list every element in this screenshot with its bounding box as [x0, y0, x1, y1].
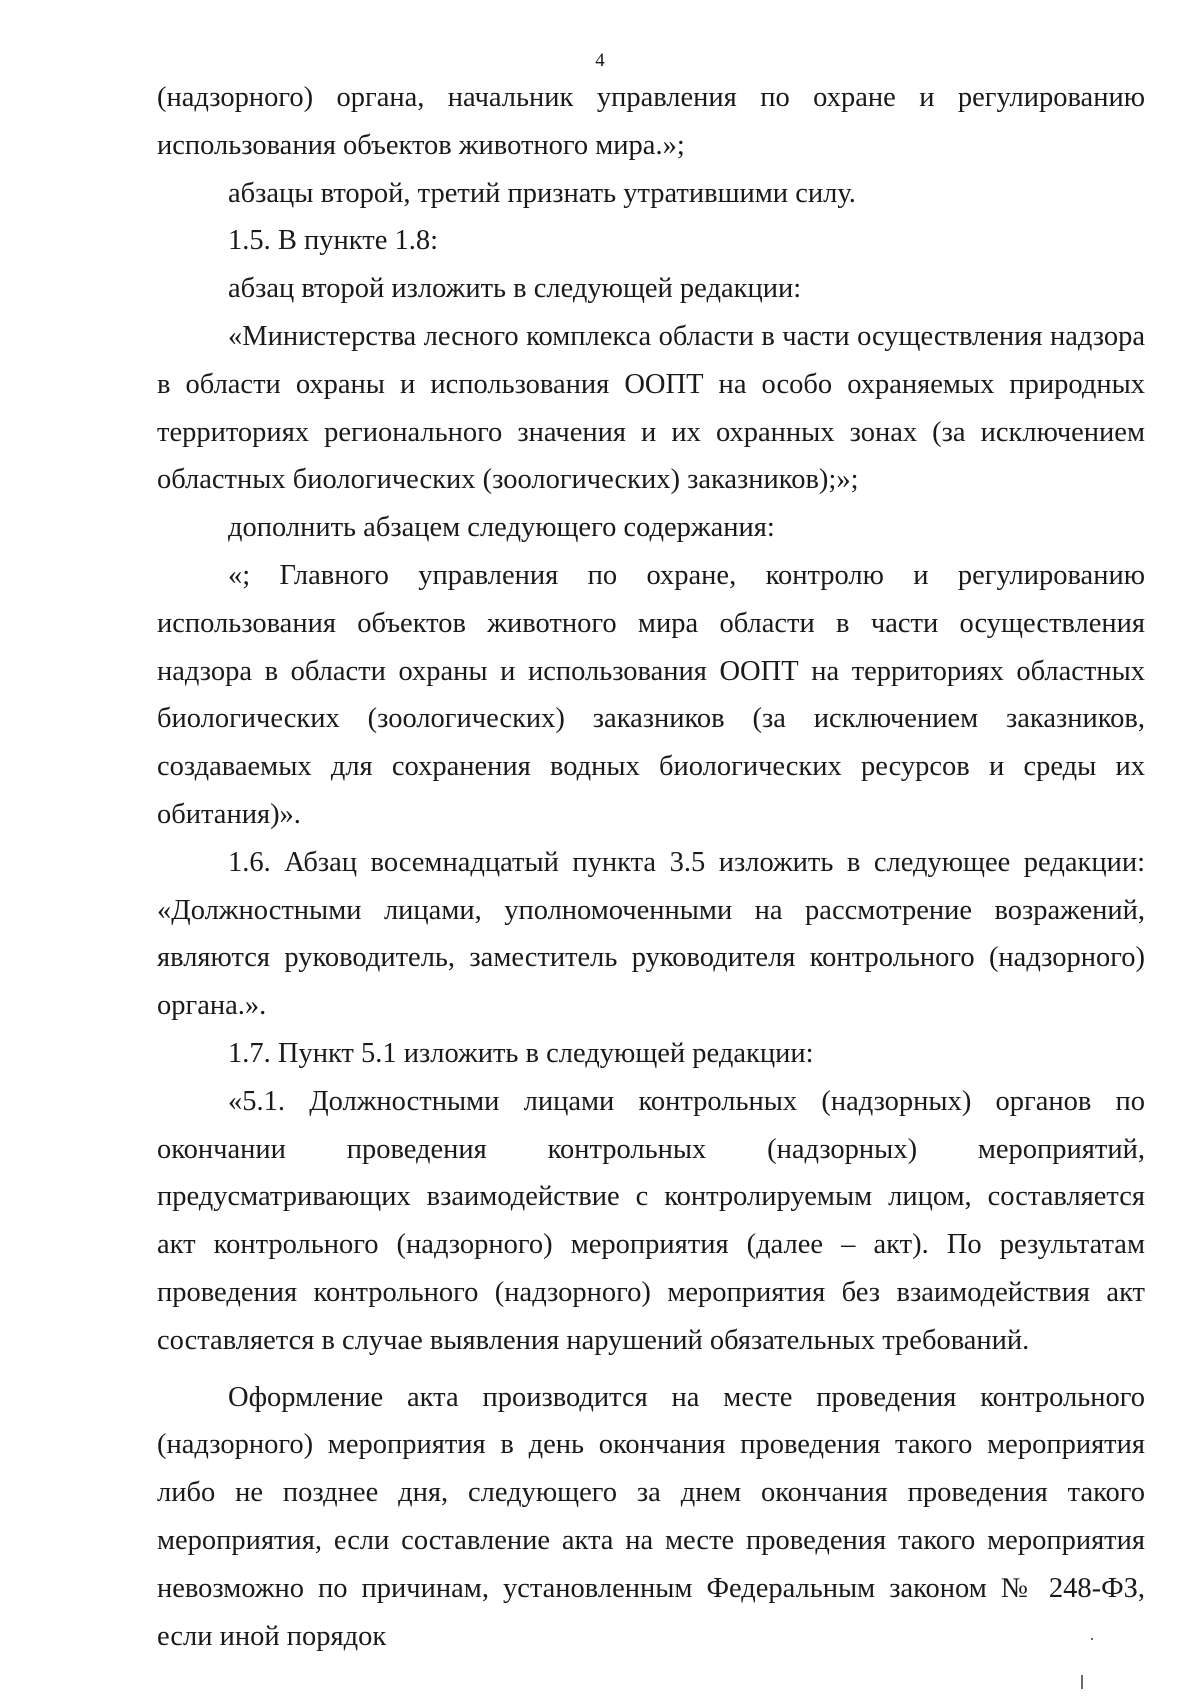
paragraph-add-abzats: дополнить абзацем следующего содержания:	[228, 512, 775, 544]
paragraph-abzatsy-repeal: абзацы второй, третий признать утратившими силу.	[228, 177, 856, 209]
paragraph-item-1-7: 1.7. Пункт 5.1 изложить в следующей редакции:	[228, 1037, 814, 1069]
page-number: 4	[595, 50, 605, 71]
paragraph-item-1-6: 1.6. Абзац восемнадцатый пункта 3.5 изложить в следующее редакции: «Должностными лицами, уполномоченными на рассмотрение возражений, являются руководитель, заместитель руководителя контрольного (надзорного) органа.».	[157, 846, 1145, 1022]
scan-speck	[1091, 1638, 1093, 1640]
paragraph-ministry-quote: «Министерства лесного комплекса области в части осуществления надзора в области охраны и использования ООПТ на особо охраняемых природных территориях регионального значения и их охранных зонах (за исключением областных биологических (зоологических) заказников);»;	[157, 320, 1145, 496]
paragraph-item-1-5: 1.5. В пункте 1.8:	[228, 225, 439, 257]
paragraph-item-5-1-quote: «5.1. Должностными лицами контрольных (надзорных) органов по окончании проведения контрольных (надзорных) мероприятий, предусматривающих взаимодействие с контролируемым лицом, составляется акт контрольного (надзорного) мероприятия (далее – акт). По результатам проведения контрольного (надзорного) мероприятия без взаимодействия акт составляется в случае выявления нарушений обязательных требований.	[157, 1085, 1145, 1356]
paragraph-continuation: (надзорного) органа, начальник управления по охране и регулированию использования объектов животного мира.»;	[157, 82, 1145, 161]
paragraph-act-registration: Оформление акта производится на месте проведения контрольного (надзорного) мероприятия в день окончания проведения такого мероприятия либо не позднее дня, следующего за днем окончания проведения такого мероприятия, если составление акта на месте проведения такого мероприятия невозможно по причинам, установленным Федеральным законом № 248-ФЗ, если иной порядок	[157, 1381, 1145, 1652]
paragraph-main-directorate-quote: «; Главного управления по охране, контролю и регулированию использования объектов животного мира области в части осуществления надзора в области охраны и использования ООПТ на территориях областных биологических (зоологических) заказников (за исключением заказников, создаваемых для сохранения водных биологических ресурсов и среды их обитания)».	[157, 559, 1145, 830]
paragraph-abzats-second: абзац второй изложить в следующей редакции:	[228, 273, 802, 305]
document-body	[157, 74, 1145, 1660]
scan-speck	[1081, 1675, 1083, 1689]
